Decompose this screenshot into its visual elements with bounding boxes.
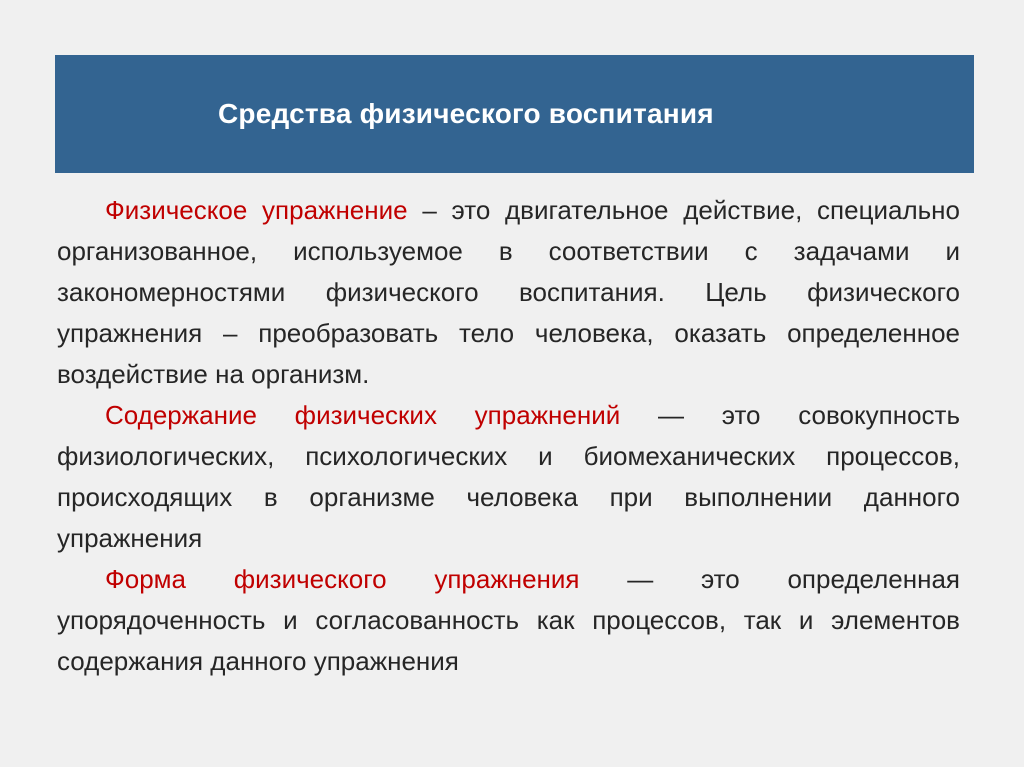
term-physical-exercise: Физическое упражнение: [105, 195, 408, 225]
term-exercise-content: Содержание физических упражнений: [105, 400, 621, 430]
title-bar: [55, 55, 974, 173]
slide-title: Средства физического воспитания: [218, 98, 714, 129]
paragraph-exercise-form: [57, 559, 960, 682]
term-exercise-form: Форма физического упражнения: [105, 564, 580, 594]
definition-physical-exercise: – это двигательное действие, специально организованное, используемое в соответствии с задачами и закономерностями физического воспитания. Цель физического упражнения – преобразовать тело человека, оказать определенное воздействие на организм.: [57, 195, 960, 389]
definition-exercise-form: — это определенная упорядоченность и согласованность как процессов, так и элементов содержания данного упражнения: [57, 564, 960, 676]
content-body: [57, 190, 960, 682]
paragraph-physical-exercise: [57, 190, 960, 395]
paragraph-exercise-content: [57, 395, 960, 559]
definition-exercise-content: — это совокупность физиологических, психологических и биомеханических процессов, происходящих в организме человека при выполнении данного упражнения: [57, 400, 960, 553]
